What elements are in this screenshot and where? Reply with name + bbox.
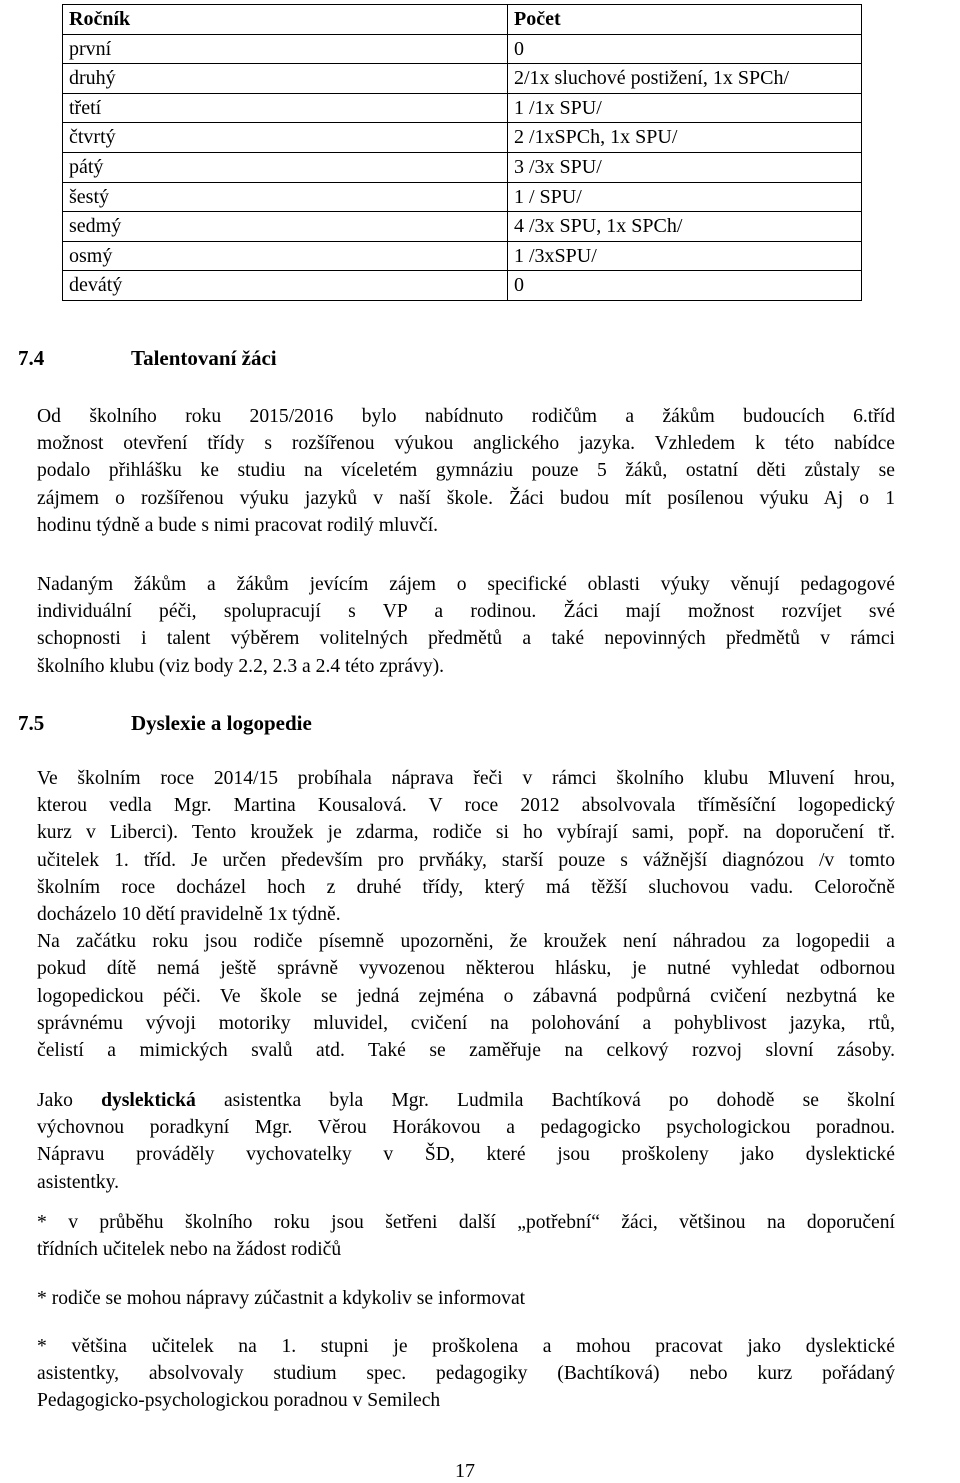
table-cell: 1 /1x SPU/ xyxy=(508,93,862,123)
table-header-cell: Ročník xyxy=(63,5,508,35)
table-cell: sedmý xyxy=(63,212,508,242)
text-line: kurz v Liberci). Tento kroužek je zdarma, rodiče si ho vybírají sami, popř. na doporučení tř. xyxy=(37,822,895,844)
section-heading-talented xyxy=(18,346,277,371)
text-line: možnost otevření třídy s rozšířenou výukou anglického jazyka. Vzhledem k této nabídce xyxy=(37,433,895,455)
table-cell: 1 / SPU/ xyxy=(508,182,862,212)
text-line: správnému vývoji motoriky mluvidel, cvičení na polohování a pohyblivost jazyka, rtů, xyxy=(37,1012,895,1034)
text-line: asistentky, absolvovaly studium spec. pedagogiky (Bachtíková) nebo kurz pořádaný xyxy=(37,1363,895,1385)
text-line: Nadaným žákům a žákům jevícím zájem o specifické oblasti výuky věnují pedagogové xyxy=(37,574,895,595)
paragraph-talented-care xyxy=(37,571,895,680)
text-line: * většina učitelek na 1. stupni je proškolena a mohou pracovat jako dyslektické xyxy=(37,1336,895,1357)
table-row xyxy=(63,212,862,242)
section-title: Talentovaní žáci xyxy=(131,346,277,370)
table-row xyxy=(63,152,862,182)
text-line: zájmem o rozšířenou výuku jazyků v naší škole. Žáci budou mít posílenou výuku Aj o 1 xyxy=(37,487,895,509)
text-line: kterou vedla Mgr. Martina Kousalová. V roce 2012 absolvovala tříměsíční logopedický xyxy=(37,795,895,817)
section-number: 7.5 xyxy=(18,711,45,735)
table-cell: 2/1x sluchové postižení, 1x SPCh/ xyxy=(508,64,862,94)
table-cell: první xyxy=(63,34,508,64)
text-line xyxy=(37,1087,895,1114)
section-title: Dyslexie a logopedie xyxy=(131,711,312,735)
table-cell: třetí xyxy=(63,93,508,123)
table-cell: druhý xyxy=(63,64,508,94)
table-cell: devátý xyxy=(63,271,508,301)
text-line: učitelek 1. tříd. Je určen především pro prvňáky, starší pouze s vážnější diagnózou /v tomto xyxy=(37,849,895,871)
paragraph-talented-intro xyxy=(37,403,895,539)
text-line: Ve školním roce 2014/15 probíhala náprava řeči v rámci školního klubu Mluvení hrou, xyxy=(37,768,895,789)
text-line: asistentky. xyxy=(37,1171,119,1193)
paragraph-dyslexia-assistant xyxy=(37,1087,895,1196)
text-line: pokud dítě nemá ještě správně vyvozenou některou hlásku, je nutné vyhledat odbornou xyxy=(37,958,895,980)
text-line: čelistí a mimických svalů atd. Také se zaměřuje na celkový rozvoj slovní zásoby. xyxy=(37,1040,895,1062)
section-number: 7.4 xyxy=(18,346,45,370)
bold-term: dyslektická xyxy=(101,1090,196,1111)
table-cell: šestý xyxy=(63,182,508,212)
table-header-cell: Počet xyxy=(508,5,862,35)
text-line: Nápravu prováděly vychovatelky v ŠD, které jsou proškoleny jako dyslektické xyxy=(37,1144,895,1166)
table-row xyxy=(63,64,862,94)
text-line: hodinu týdně a bude s nimi pracovat rodilý mluvčí. xyxy=(37,514,439,536)
table-cell: 3 /3x SPU/ xyxy=(508,152,862,182)
text-line: Od školního roku 2015/2016 bylo nabídnuto rodičům a žákům budoucích 6.tříd xyxy=(37,406,895,427)
text-line: Pedagogicko-psychologickou poradnou v Semilech xyxy=(37,1390,441,1412)
note-teachers-training xyxy=(37,1333,895,1415)
table-row xyxy=(63,34,862,64)
paragraph-speech-therapy xyxy=(37,765,895,1064)
note-screening xyxy=(37,1209,895,1263)
note-parents xyxy=(37,1285,895,1312)
table-row xyxy=(63,241,862,271)
table-cell: 2 /1xSPCh, 1x SPU/ xyxy=(508,123,862,153)
section-heading-dyslexia xyxy=(18,711,312,736)
table-row xyxy=(63,123,862,153)
table-cell: 1 /3xSPU/ xyxy=(508,241,862,271)
text-line: podalo přihlášku ke studiu na víceletém gymnáziu pouze 5 žáků, ostatní děti zůstaly se xyxy=(37,460,895,482)
text-line: třídních učitelek nebo na žádost rodičů xyxy=(37,1239,342,1261)
grade-count-table xyxy=(62,4,862,301)
table-row xyxy=(63,271,862,301)
text-line: schopnosti i talent výběrem volitelných předmětů a také nepovinných předmětů v rámci xyxy=(37,628,895,650)
table-cell: 0 xyxy=(508,34,862,64)
text-line: * rodiče se mohou nápravy zúčastnit a kdykoliv se informovat xyxy=(37,1288,526,1309)
text-line: Na začátku roku jsou rodiče písemně upozorněni, že kroužek není náhradou za logopedii a xyxy=(37,931,895,953)
table-cell: čtvrtý xyxy=(63,123,508,153)
text-line: docházelo 10 dětí pravidelně 1x týdně. xyxy=(37,904,341,926)
text-line: výchovnou poradkyní Mgr. Věrou Horákovou a pedagogicko psychologickou poradnou. xyxy=(37,1117,895,1139)
table-cell: osmý xyxy=(63,241,508,271)
table-row xyxy=(63,182,862,212)
text-fragment: asistentka byla Mgr. Ludmila Bachtíková po dohodě se školní xyxy=(223,1090,895,1111)
page-number: 17 xyxy=(455,1460,475,1482)
table-cell: 4 /3x SPU, 1x SPCh/ xyxy=(508,212,862,242)
text-line: školního klubu (viz body 2.2, 2.3 a 2.4 této zprávy). xyxy=(37,655,445,677)
text-line: * v průběhu školního roku jsou šetřeni další „potřební“ žáci, většinou na doporučení xyxy=(37,1212,895,1233)
table-header-row xyxy=(63,5,862,35)
text-line: individuální péči, spolupracují s VP a rodinou. Žáci mají možnost rozvíjet své xyxy=(37,601,895,623)
text-fragment: Jako xyxy=(37,1090,73,1111)
text-line: logopedickou péči. Ve škole se jedná zejména o zábavná podpůrná cvičení nezbytná ke xyxy=(37,985,895,1007)
table-row xyxy=(63,93,862,123)
table-cell: pátý xyxy=(63,152,508,182)
text-line: školním roce docházel hoch z druhé třídy, který má těžší sluchovou vadu. Celoročně xyxy=(37,876,895,898)
table-cell: 0 xyxy=(508,271,862,301)
